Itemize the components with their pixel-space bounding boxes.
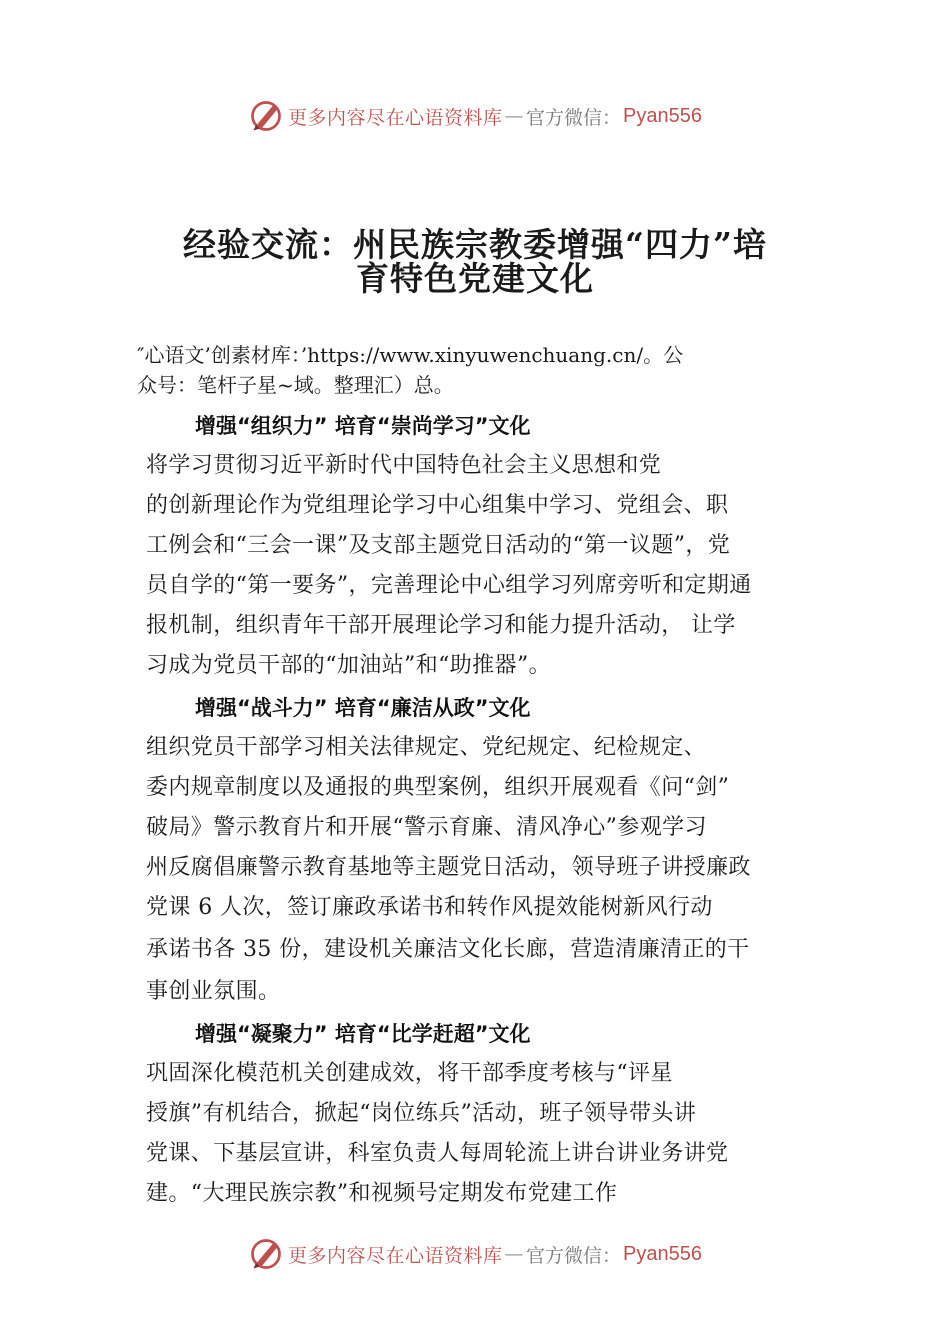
paragraph-line: 将学习贯彻习近平新时代中国特色社会主义思想和党 [146, 453, 662, 478]
paragraph-line: 承诺书各 35 份，建设机关廉洁文化长廊，营造清廉清正的干 [146, 937, 750, 962]
banner-wechat-id: Pyan556 [623, 104, 702, 127]
paragraph-line: 州反腐倡廉警示教育基地等主题党日活动，领导班子讲授廉政 [146, 855, 751, 880]
paragraph-line: 的创新理论作为党组理论学习中心组集中学习、党组会、职 [146, 493, 729, 518]
banner-dash: — [504, 105, 525, 127]
paragraph-line: 组织党员干部学习相关法律规定、党纪规定、纪检规定、 [146, 735, 707, 760]
banner-text: 更多内容尽在心语资料库 [288, 1244, 503, 1267]
document-title [140, 225, 810, 298]
header-watermark-banner [0, 96, 950, 136]
paragraph-line: 事创业氛围。 [146, 979, 281, 1004]
banner-label: 官方微信： [526, 1244, 622, 1267]
paragraph-line: 工例会和“三会一课”及支部主题党日活动的“第一议题”，党 [146, 533, 731, 558]
title-line-1: 经验交流：州民族宗教委增强“四力”培 [183, 225, 767, 264]
paragraph-line: 巩固深化模范机关创建成效，将干部季度考核与“评星 [146, 1061, 673, 1086]
banner-text: 更多内容尽在心语资料库 [288, 106, 503, 129]
section-heading-1: 增强“组织力” 培育“崇尚学习”文化 [195, 414, 531, 438]
section-heading-3: 增强“凝聚力” 培育“比学赶超”文化 [195, 1022, 531, 1046]
pen-logo-icon [248, 98, 284, 134]
paragraph-line: 报机制，组织青年干部开展理论学习和能力提升活动， 让学 [146, 613, 736, 638]
banner-wechat-id: Pyan556 [623, 1242, 702, 1265]
source-line-2: 众号：笔杆子星~域。整理汇）总。 [137, 373, 454, 397]
banner-dash: — [504, 1243, 525, 1265]
paragraph-line: 党课 6 人次，签订廉政承诺书和转作风提效能树新风行动 [146, 895, 713, 920]
footer-watermark-banner [0, 1234, 950, 1274]
banner-label: 官方微信： [526, 106, 622, 129]
paragraph-line: 习成为党员干部的“加油站”和“助推器”。 [146, 653, 551, 678]
paragraph-line: 员自学的“第一要务”，完善理论中心组学习列席旁听和定期通 [146, 573, 752, 598]
paragraph-line: 党课、下基层宣讲，科室负责人每周轮流上讲台讲业务讲党 [146, 1141, 729, 1166]
paragraph-line: 破局》警示教育片和开展“警示育廉、清风净心”参观学习 [146, 815, 707, 840]
paragraph-line: 建。“大理民族宗教”和视频号定期发布党建工作 [146, 1181, 618, 1206]
paragraph-line: 授旗”有机结合，掀起“岗位练兵”活动，班子领导带头讲 [146, 1101, 697, 1126]
title-line-2: 育特色党建文化 [356, 259, 594, 298]
pen-logo-icon [248, 1236, 284, 1272]
source-line-1: ″心语文’创素材库：’https://www.xinyuwenchuang.cn/。公 [137, 343, 684, 367]
section-heading-2: 增强“战斗力” 培育“廉洁从政”文化 [195, 696, 531, 720]
source-note [137, 340, 817, 400]
paragraph-line: 委内规章制度以及通报的典型案例，组织开展观看《问“剑” [146, 775, 730, 800]
